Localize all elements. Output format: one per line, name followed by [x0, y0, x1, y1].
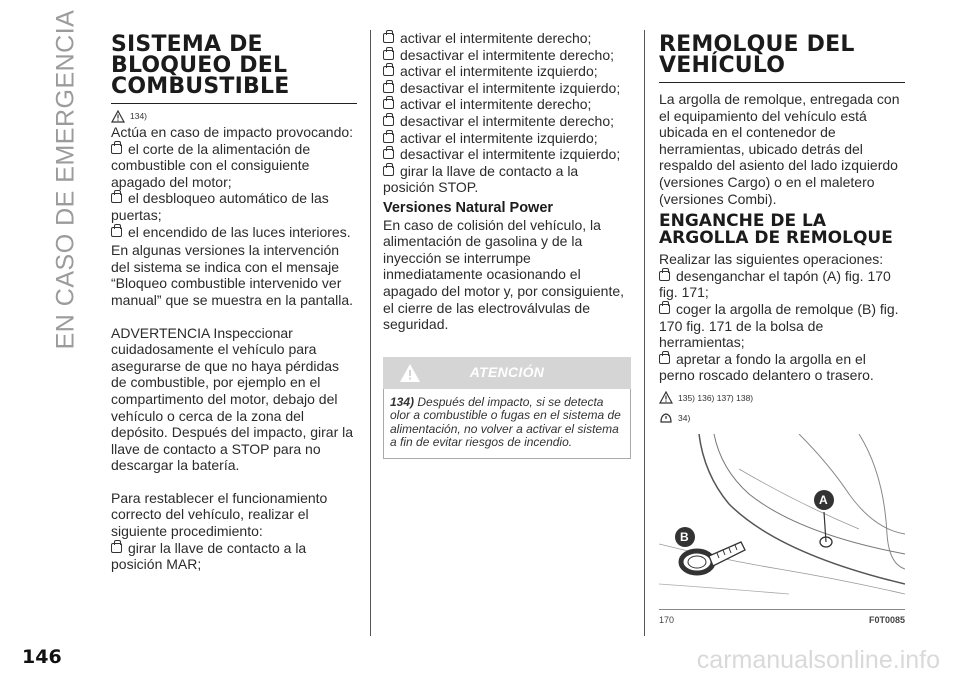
fuel-block-intro: Actúa en caso de impacto provocando: [111, 124, 354, 140]
bullet-icon [383, 33, 394, 43]
column-divider-1 [370, 30, 371, 636]
figure-code: F0T0085 [868, 614, 905, 625]
warning-reference-number: 134) [130, 110, 148, 121]
warning-reference-number: 34) [678, 412, 691, 423]
list-item-text: desenganchar el tapón (A) fig. 170 fig. 171; [659, 267, 891, 301]
towing-paragraph: La argolla de remolque, entregada con el equipamiento del vehículo está ubicada en el contenedor de herramientas, ubicado detrás del respaldo del asiento del lado izquierdo (versiones Cargo) o en el maletero (versiones Combi). [659, 91, 900, 207]
fuel-block-restore-paragraph: Para restablecer el funcionamiento correcto del vehículo, realizar el siguiente procedimiento: [111, 489, 328, 540]
list-item [383, 80, 631, 97]
list-item [111, 141, 357, 191]
towing-ring-illustration [659, 434, 905, 607]
warning-triangle-icon [399, 363, 421, 383]
figure-towing-ring [659, 434, 905, 607]
bullet-icon [659, 304, 670, 314]
bullet-icon [383, 149, 394, 159]
bullet-icon [383, 99, 394, 109]
column-fuel-block [111, 24, 357, 573]
list-item-text: el desbloqueo automático de las puertas; [111, 190, 329, 223]
bullet-icon [383, 116, 394, 126]
list-item [659, 268, 905, 301]
bullet-icon [383, 133, 394, 143]
list-item [659, 351, 905, 384]
bullet-icon [111, 144, 122, 154]
list-item [383, 63, 631, 80]
bullet-icon [111, 193, 122, 203]
list-item [111, 540, 357, 573]
callout-b-label: B [680, 529, 689, 544]
list-item [383, 96, 631, 113]
section-side-label [44, 9, 88, 349]
list-item-text: desactivar el intermitente izquierdo; [400, 79, 621, 96]
list-item-text: activar el intermitente derecho; [400, 30, 592, 46]
list-item [659, 301, 905, 351]
list-item [111, 190, 357, 223]
attention-title: ATENCIÓN [469, 364, 545, 381]
natural-power-paragraph: En caso de colisión del vehículo, la alimentación de gasolina y de la inyección se interrumpe inmediatamente ocasionando el apagado del motor y, por consiguiente, el cierre de las electroválvulas de seguridad. [383, 216, 625, 333]
warning-references-secondary [659, 410, 905, 426]
towing-title: REMOLQUE DEL VEHÍCULO [659, 34, 905, 83]
callout-a-label: A [819, 492, 828, 507]
bullet-icon [383, 50, 394, 60]
bullet-icon [111, 227, 122, 237]
list-item-text: desactivar el intermitente izquierdo; [400, 146, 621, 163]
fuel-block-message-paragraph: En algunas versiones la intervención del sistema se indica con el mensaje “Bloqueo combustible intervenido ver manual” que se muestra en la pantalla. [111, 242, 354, 308]
list-item [383, 163, 631, 196]
column-procedure [383, 30, 631, 459]
list-item-text: desactivar el intermitente derecho; [400, 46, 614, 63]
warning-triangle-icon [659, 391, 673, 404]
list-item-text: activar el intermitente izquierdo; [400, 129, 598, 146]
figure-number: 170 [659, 614, 675, 625]
list-item [383, 47, 631, 64]
warning-reference [111, 108, 357, 124]
bullet-icon [659, 271, 670, 281]
list-item [383, 113, 631, 130]
bullet-icon [383, 83, 394, 93]
list-item-text: el encendido de las luces interiores. [128, 223, 351, 240]
list-item-text: coger la argolla de remolque (B) fig. 170 fig. 171 de la bolsa de herramientas; [659, 300, 899, 351]
bullet-icon [383, 166, 394, 176]
warning-triangle-icon [111, 110, 125, 123]
list-item [111, 224, 357, 241]
list-item-text: activar el intermitente izquierdo; [400, 63, 598, 80]
list-item-text: activar el intermitente derecho; [400, 96, 592, 113]
list-item [383, 30, 631, 47]
bullet-icon [383, 66, 394, 76]
towing-ring-intro: Realizar las siguientes operaciones: [659, 251, 884, 268]
section-side-label-text: EN CASO DE EMERGENCIA [51, 9, 80, 349]
fuel-block-warning-paragraph: ADVERTENCIA Inspeccionar cuidadosamente el vehículo para asegurarse de que no haya pérdidas de combustible, por ejemplo en el compartimento del motor, debajo del vehículo o cerca de la zona del depósito. Después del impacto, girar la llave de contacto a STOP para no descargar la batería. [111, 324, 354, 474]
list-item [383, 130, 631, 147]
bullet-icon [659, 354, 670, 364]
warning-references [659, 390, 905, 406]
hand-warning-icon [659, 411, 673, 424]
list-item-text: girar la llave de contacto a la posición MAR; [111, 539, 307, 573]
attention-number: 134) [390, 394, 415, 409]
list-item-text: desactivar el intermitente derecho; [400, 112, 614, 129]
bullet-icon [111, 543, 122, 553]
natural-power-subheading: Versiones Natural Power [383, 199, 554, 216]
list-item [383, 146, 631, 163]
list-item-text: apretar a fondo la argolla en el perno roscado delantero o trasero. [659, 350, 874, 384]
page-number: 146 [22, 646, 62, 668]
warning-reference-numbers: 135) 136) 137) 138) [678, 392, 754, 403]
figure-divider [659, 609, 905, 610]
list-item-text: girar la llave de contacto a la posición STOP. [383, 162, 579, 196]
attention-header [383, 357, 631, 389]
list-item-text: el corte de la alimentación de combustible con el consiguiente apagado del motor; [111, 140, 311, 190]
watermark: carmanualsonline.info [696, 646, 940, 674]
attention-box [383, 389, 631, 459]
fuel-block-title: SISTEMA DE BLOQUEO DEL COMBUSTIBLE [111, 34, 357, 104]
attention-text: Después del impacto, si se detecta olor a combustible o fugas en el sistema de alimentación, no volver a activar el sistema a fin de evitar riesgos de incendio. [390, 394, 621, 450]
column-divider-2 [644, 30, 645, 636]
figure-caption [659, 612, 905, 629]
towing-ring-subtitle: ENGANCHE DE LA ARGOLLA DE REMOLQUE [659, 211, 893, 249]
column-towing [659, 24, 905, 629]
